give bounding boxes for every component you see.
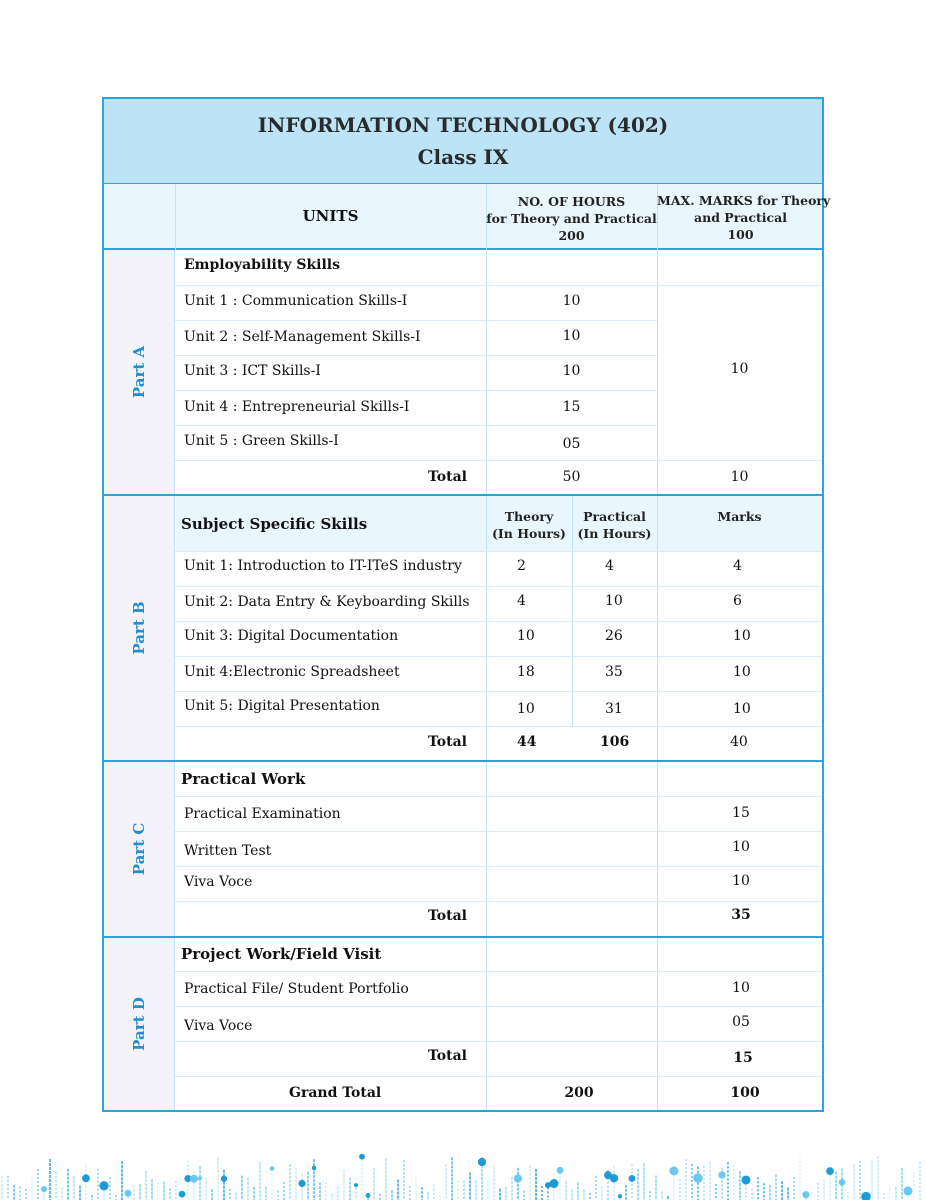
circuit-node (839, 1179, 846, 1186)
theory-header: Theory (In Hours) (492, 509, 566, 541)
circuit-node (670, 1166, 679, 1175)
part-b-marks-3: 10 (733, 628, 751, 644)
part-b-practical-5: 31 (605, 701, 623, 717)
part-a-label-cell (104, 250, 175, 494)
part-b-unit-5: Unit 5: Digital Presentation (184, 698, 380, 714)
part-d-marks-1: 10 (732, 980, 750, 996)
circuit-node (861, 1192, 871, 1200)
part-d-total-marks: 15 (733, 1050, 753, 1066)
circuit-node (221, 1176, 227, 1182)
part-b-theory-2: 4 (517, 593, 526, 609)
part-a-marks: 10 (730, 361, 749, 377)
part-b-unit-4: Unit 4:Electronic Spreadsheet (184, 664, 400, 680)
part-b-label-cell (104, 496, 175, 760)
part-d-marks-2: 05 (732, 1014, 750, 1030)
part-c-label: Part C (130, 822, 148, 876)
part-c-marks-1: 15 (732, 805, 750, 821)
circuit-node (693, 1173, 703, 1183)
part-d-item-1: Practical File/ Student Portfolio (184, 981, 409, 997)
part-a-label: Part A (130, 345, 148, 399)
part-b-label: Part B (130, 601, 148, 655)
part-c-item-1: Practical Examination (184, 806, 341, 822)
circuit-node (312, 1166, 317, 1171)
circuit-node (629, 1175, 636, 1182)
circuit-node (99, 1181, 108, 1190)
part-a-unit-3: Unit 3 : ICT Skills-I (184, 363, 321, 379)
circuit-node (270, 1166, 275, 1171)
circuit-node (826, 1167, 834, 1175)
circuit-node (802, 1191, 809, 1198)
practical-header: Practical (In Hours) (577, 509, 652, 541)
part-d-total-label: Total (427, 1048, 467, 1064)
circuit-node (359, 1154, 365, 1160)
circuit-node (718, 1171, 725, 1178)
part-a-total-label: Total (427, 469, 467, 485)
circuit-pattern (2, 1154, 920, 1200)
grand-total-label: Grand Total (289, 1085, 382, 1101)
part-d-label-cell (104, 938, 175, 1110)
part-a-unit-4: Unit 4 : Entrepreneurial Skills-I (184, 399, 410, 415)
part-b-total-practical: 106 (600, 734, 630, 750)
circuit-node (742, 1175, 751, 1184)
circuit-node (549, 1179, 558, 1188)
part-d-item-2: Viva Voce (184, 1018, 253, 1034)
part-b-total-label: Total (427, 734, 467, 750)
part-b-marks-1: 4 (733, 558, 742, 574)
grand-total-hours: 200 (564, 1085, 594, 1101)
part-c-marks-2: 10 (732, 839, 750, 855)
part-b-practical-2: 10 (605, 593, 623, 609)
part-a-hours-1: 10 (562, 293, 581, 309)
marks-header: MAX. MARKS for Theory and Practical 100 (657, 193, 831, 242)
circuit-node (41, 1186, 47, 1192)
part-b-marks-5: 10 (733, 701, 751, 717)
part-a-hours-3: 10 (562, 363, 581, 379)
part-c-label-cell (104, 762, 175, 936)
circuit-node (298, 1180, 305, 1187)
units-header: UNITS (302, 207, 359, 225)
circuit-node (618, 1194, 622, 1198)
part-c-total-label: Total (427, 908, 467, 924)
part-b-practical-4: 35 (605, 664, 623, 680)
syllabus-table (102, 97, 831, 1112)
circuit-node (610, 1174, 618, 1182)
part-b-unit-1: Unit 1: Introduction to IT-ITeS industry (184, 558, 462, 574)
circuit-node (366, 1193, 371, 1198)
part-a-unit-2: Unit 2 : Self-Management Skills-I (184, 329, 421, 345)
part-c-item-3: Viva Voce (184, 874, 253, 890)
circuit-node (557, 1167, 564, 1174)
part-b-unit-2: Unit 2: Data Entry & Keyboarding Skills (184, 594, 470, 610)
part-b-unit-3: Unit 3: Digital Documentation (184, 628, 399, 644)
subject-title: INFORMATION TECHNOLOGY (402) (257, 113, 669, 137)
part-b-practical-1: 4 (605, 558, 614, 574)
part-a-hours-2: 10 (562, 328, 581, 344)
circuit-footer-decoration (0, 1132, 926, 1200)
circuit-node (179, 1191, 186, 1198)
part-b-total-theory: 44 (517, 734, 537, 750)
part-c-heading: Practical Work (181, 770, 306, 788)
grand-total-marks: 100 (730, 1085, 760, 1101)
part-c-total-marks: 35 (731, 907, 751, 923)
part-a-hours-4: 15 (562, 399, 581, 415)
part-c-item-2: Written Test (184, 843, 272, 859)
circuit-node (354, 1183, 358, 1187)
part-b-theory-1: 2 (517, 558, 526, 574)
part-b-marks-4: 10 (733, 664, 751, 680)
part-a-hours-5: 05 (562, 436, 581, 452)
part-d-heading: Project Work/Field Visit (181, 945, 382, 963)
circuit-node (514, 1174, 522, 1182)
part-c-marks-3: 10 (732, 873, 750, 889)
part-b-marks-2: 6 (733, 593, 742, 609)
part-b-marks-header: Marks (717, 509, 762, 524)
part-a-total-marks: 10 (730, 469, 749, 485)
table-title (104, 99, 822, 184)
part-b-practical-3: 26 (605, 628, 623, 644)
circuit-node (82, 1174, 90, 1182)
part-b-theory-3: 10 (517, 628, 535, 644)
circuit-node (198, 1176, 202, 1180)
part-b-heading: Subject Specific Skills (181, 515, 368, 533)
part-a-unit-1: Unit 1 : Communication Skills-I (184, 293, 408, 309)
part-a-total-hours: 50 (562, 469, 581, 485)
part-a-heading: Employability Skills (184, 257, 341, 273)
circuit-node (903, 1186, 912, 1195)
circuit-node (190, 1175, 198, 1183)
part-d-label: Part D (130, 997, 148, 1051)
part-b-theory-4: 18 (517, 664, 535, 680)
hours-header: NO. OF HOURS for Theory and Practical 200 (486, 194, 657, 243)
circuit-node (125, 1190, 132, 1197)
circuit-node (478, 1158, 486, 1166)
class-title: Class IX (417, 145, 509, 169)
part-b-total-marks: 40 (730, 734, 748, 750)
part-b-theory-5: 10 (517, 701, 535, 717)
part-a-unit-5: Unit 5 : Green Skills-I (184, 433, 339, 449)
